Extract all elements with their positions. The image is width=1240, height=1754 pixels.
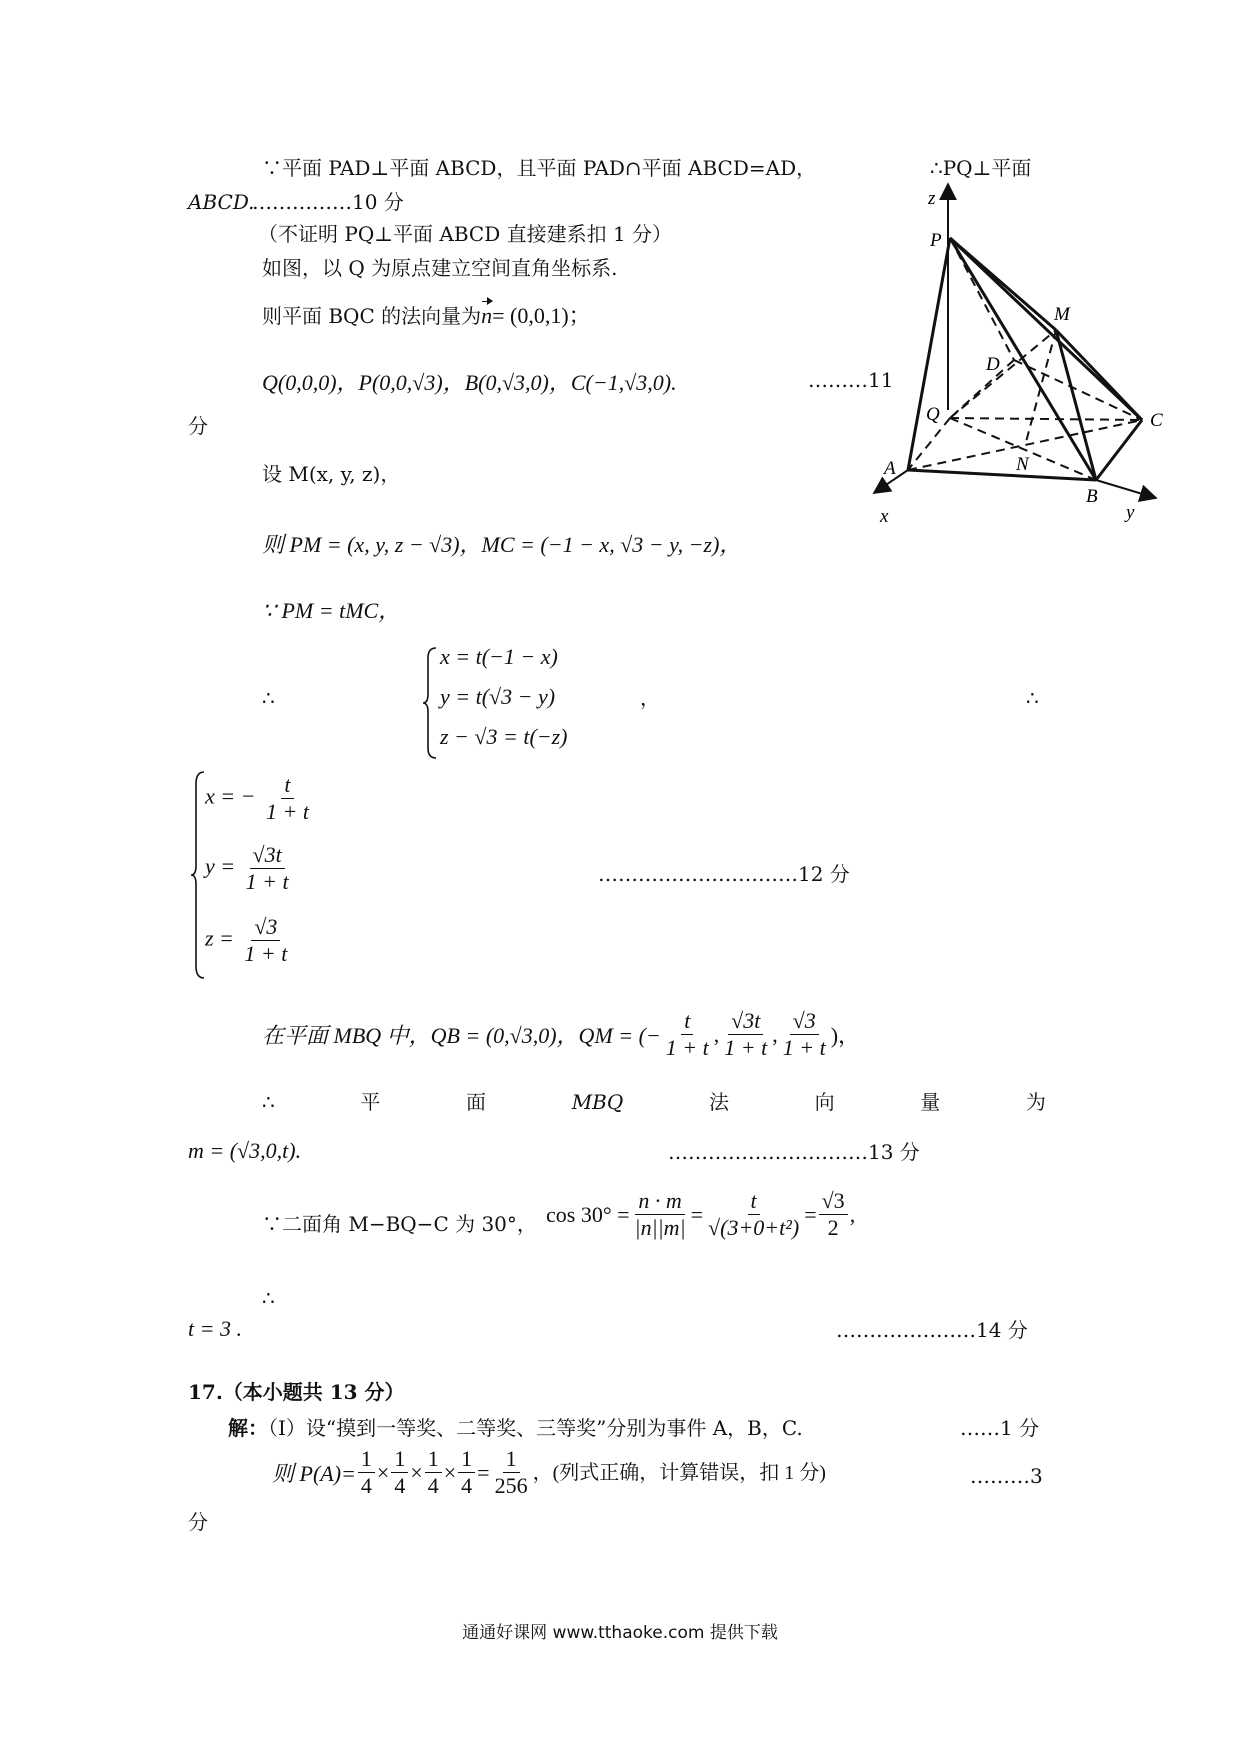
score-12: …………………………12 分 bbox=[598, 862, 850, 886]
cos-equation: cos 30° = $\frac{n \cdot m}{|n||m|}$ = $\frac{t}{\text{√(3+0+t²)}}$ = $\frac{√3}{2}$ , bbox=[546, 1188, 856, 1240]
score-11-unit: 分 bbox=[188, 414, 208, 438]
label-D: D bbox=[986, 354, 1000, 375]
vectors-pm-mc: 则 PM = (x, y, z − √3)，MC = (−1 − x, √3 − y, −z)， bbox=[262, 532, 742, 557]
score-13: …………………………13 分 bbox=[668, 1140, 920, 1164]
plane-mbq-normal-heading: ∴ 平 面 MBQ 法 向 量 为 bbox=[262, 1090, 1046, 1114]
set-m-line: 设 M(x, y, z)， bbox=[262, 462, 401, 486]
y-axis bbox=[1096, 480, 1156, 498]
vector-n: n bbox=[481, 303, 493, 328]
system1-comma: ， bbox=[640, 686, 660, 710]
question-17-title: 17.（本小题共 13 分） bbox=[188, 1380, 405, 1404]
score-10: ……………10 分 bbox=[252, 190, 404, 214]
score-3-unit: 分 bbox=[188, 1510, 208, 1534]
pm-equals-tmc: ∵ PM = tMC， bbox=[262, 598, 401, 623]
label-C: C bbox=[1150, 410, 1163, 431]
score-3: ………3 bbox=[970, 1464, 1043, 1488]
footer-source: 通通好课网 www.tthaoke.com 提供下载 bbox=[462, 1623, 778, 1643]
question-17-part1: 解：（Ⅰ）设“摸到一等奖、二等奖、三等奖”分别为事件 A，B，C. bbox=[228, 1416, 803, 1440]
label-B: B bbox=[1086, 486, 1098, 507]
coordinates-line: Q(0,0,0)，P(0,0,√3)，B(0,√3,0)，C(−1,√3,0). bbox=[262, 370, 677, 395]
system2-z: z = $\frac{√3}{1 + t}$ bbox=[205, 914, 288, 966]
text-line-1: ∵平面 PAD⊥平面 ABCD，且平面 PAD∩平面 ABCD=AD， bbox=[262, 156, 817, 180]
plane-mbq-vectors: 在平面 MBQ 中，QB = (0,√3,0)，QM = (− $\frac{t}{1 + t}$ , $\frac{√3t}{1 + t}$ , $\frac{√3}{1 + t}$ )， bbox=[262, 1008, 861, 1060]
label-Q: Q bbox=[926, 404, 940, 425]
label-A: A bbox=[884, 458, 896, 479]
system1-eq1: x = t(−1 − x) bbox=[440, 644, 558, 669]
system2-x: x = − $\frac{t}{1 + t}$ bbox=[205, 772, 309, 824]
text-deduction-note: （不证明 PQ⊥平面 ABCD 直接建系扣 1 分） bbox=[258, 222, 673, 246]
score-1: ……1 分 bbox=[960, 1416, 1040, 1440]
score-11: ………11 bbox=[808, 368, 894, 392]
label-P: P bbox=[930, 230, 942, 251]
system1-eq3: z − √3 = t(−z) bbox=[440, 724, 568, 749]
pyramid-figure bbox=[860, 180, 1190, 540]
label-N: N bbox=[1016, 454, 1029, 475]
text-line-1-end: ∴PQ⊥平面 bbox=[930, 156, 1032, 180]
system-brace-1 bbox=[422, 646, 440, 760]
system1-eq2: y = t(√3 − y) bbox=[440, 684, 556, 709]
therefore-symbol-3: ∴ bbox=[262, 1286, 275, 1310]
system2-y: y = $\frac{√3t}{1 + t}$ bbox=[205, 842, 289, 894]
dihedral-angle-line: ∵二面角 M−BQ−C 为 30°， bbox=[262, 1212, 537, 1236]
score-14: …………………14 分 bbox=[836, 1318, 1028, 1342]
label-M: M bbox=[1054, 304, 1070, 325]
text-line-2: ABCD. bbox=[188, 190, 255, 214]
therefore-symbol-1: ∴ bbox=[262, 686, 275, 710]
label-x: x bbox=[880, 506, 889, 527]
probability-pa: 则 P(A)= $\frac{1}{4}$ × $\frac{1}{4}$ × $\frac{1}{4}$ × $\frac{1}{4}$ = $\frac{1}{256}$ ，(列式正确，计算错误，扣 1 分) bbox=[272, 1446, 826, 1498]
label-z: z bbox=[928, 188, 936, 209]
therefore-symbol-2: ∴ bbox=[1026, 686, 1039, 710]
result-t: t = 3 . bbox=[188, 1316, 242, 1341]
normal-vector-line: 则平面 BQC 的法向量为n= (0,0,1)； bbox=[262, 303, 591, 328]
text-coordinate-setup: 如图，以 Q 为原点建立空间直角坐标系. bbox=[262, 256, 618, 280]
normal-vector-m: m = (√3,0,t). bbox=[188, 1138, 302, 1163]
label-y: y bbox=[1126, 502, 1135, 523]
